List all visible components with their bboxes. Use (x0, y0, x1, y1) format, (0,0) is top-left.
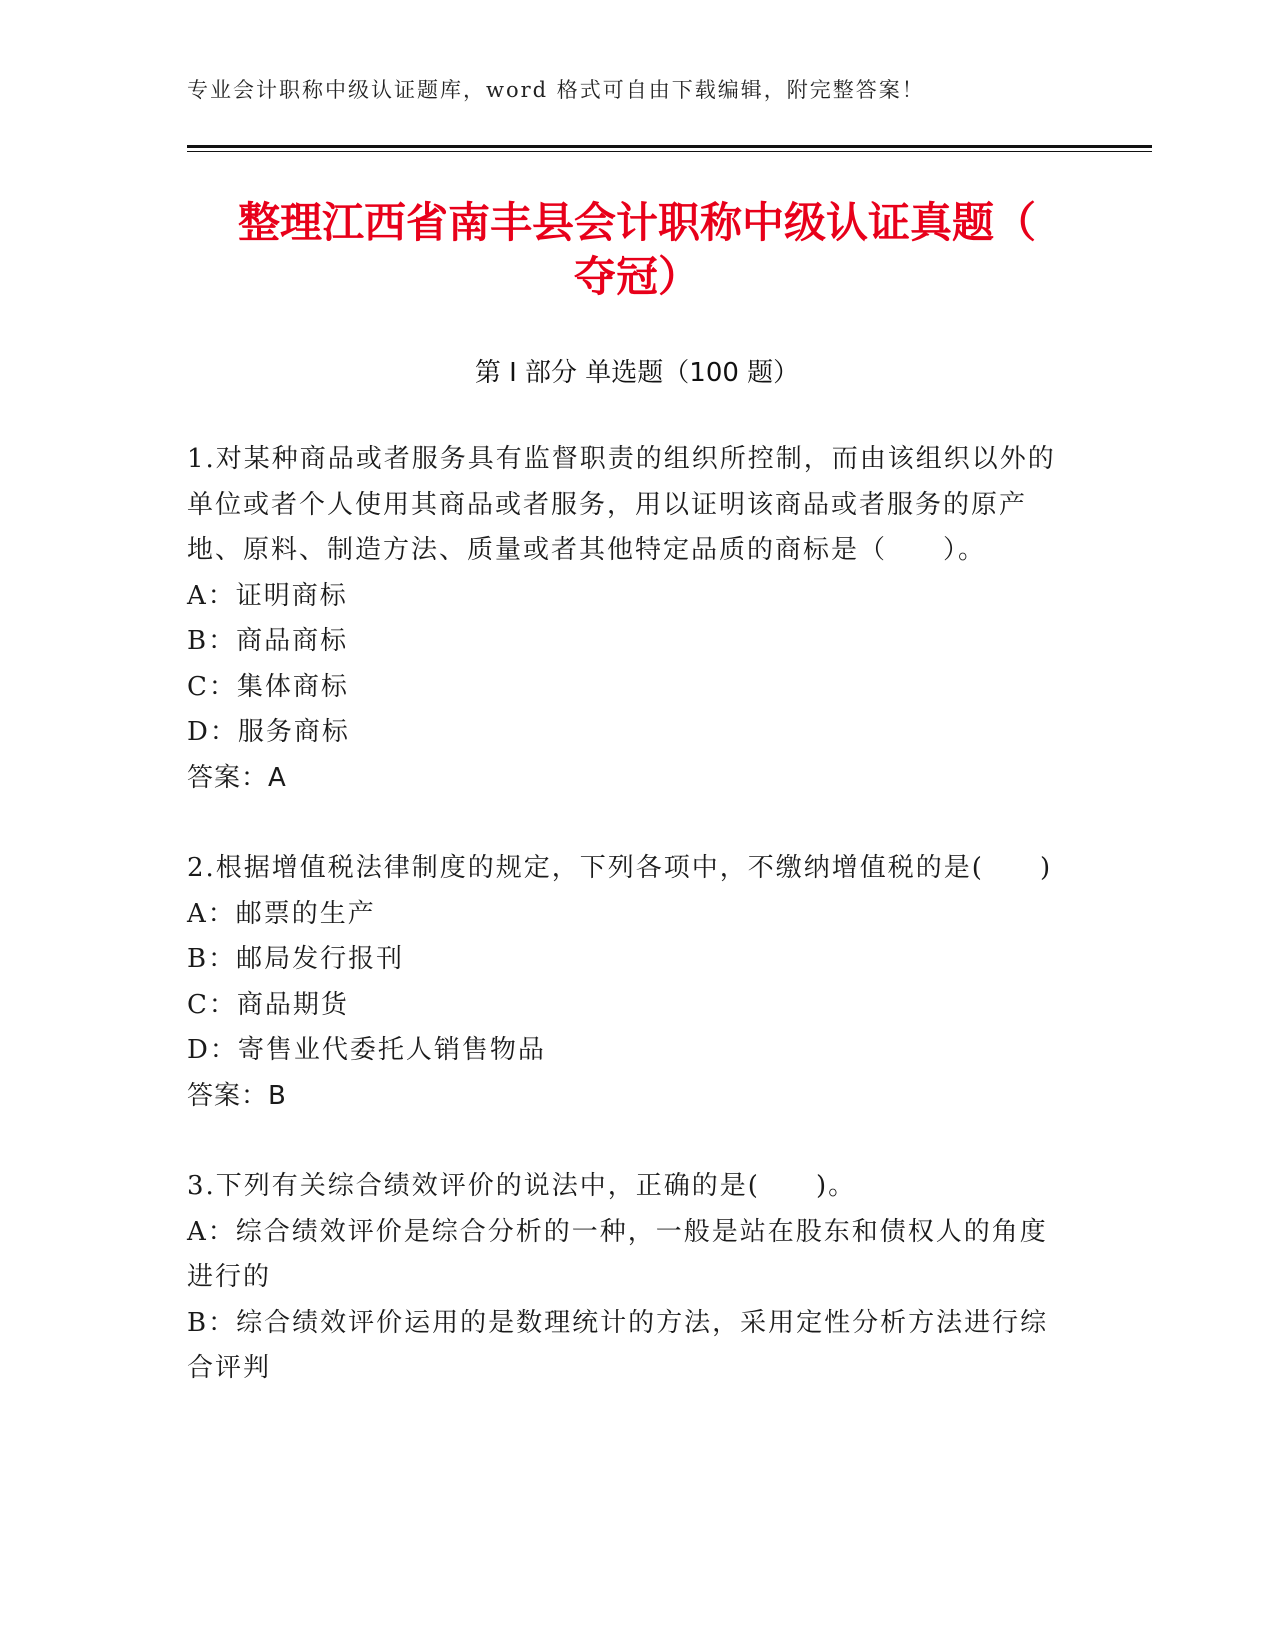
document-title (187, 196, 1087, 304)
option-c: C：商品期货 (187, 989, 349, 1020)
header-rule-thin (187, 151, 1152, 152)
option-d: D：寄售业代委托人销售物品 (187, 1035, 546, 1065)
question-3 (187, 1164, 1067, 1392)
question-text: 2.根据增值税法律制度的规定，下列各项中，不缴纳增值税的是( ) (187, 853, 1053, 883)
document-title-line-2: 夺冠） (573, 252, 700, 301)
answer: 答案：A (187, 762, 287, 793)
header-note: 专业会计职称中级认证题库，word 格式可自由下载编辑，附完整答案！ (187, 78, 925, 102)
option-c: C：集体商标 (187, 671, 349, 702)
option-b: B：商品商标 (187, 626, 349, 656)
header-rule-thick (187, 145, 1152, 148)
section-title: 第 I 部分 单选题（100 题） (474, 358, 800, 388)
question-1 (187, 437, 1067, 801)
question-2 (187, 846, 1067, 1119)
option-a: A：邮票的生产 (187, 898, 376, 929)
option-a: A：综合绩效评价是综合分析的一种，一般是站在股东和债权人的角度进行的 (187, 1216, 1048, 1292)
question-list (187, 437, 1067, 1437)
question-text: 1.对某种商品或者服务具有监督职责的组织所控制，而由该组织以外的单位或者个人使用其商品或者服务，用以证明该商品或者服务的原产地、原料、制造方法、质量或者其他特定品质的商标是（ ）。 (187, 444, 1056, 565)
option-a: A：证明商标 (187, 580, 348, 611)
document-title-line-1: 整理江西省南丰县会计职称中级认证真题（ (237, 198, 1036, 247)
option-b: B：综合绩效评价运用的是数理统计的方法，采用定性分析方法进行综合评判 (187, 1307, 1049, 1383)
question-text: 3.下列有关综合绩效评价的说法中，正确的是( )。 (187, 1171, 857, 1201)
option-d: D：服务商标 (187, 717, 350, 747)
option-b: B：邮局发行报刊 (187, 944, 405, 974)
answer: 答案：B (187, 1080, 287, 1111)
